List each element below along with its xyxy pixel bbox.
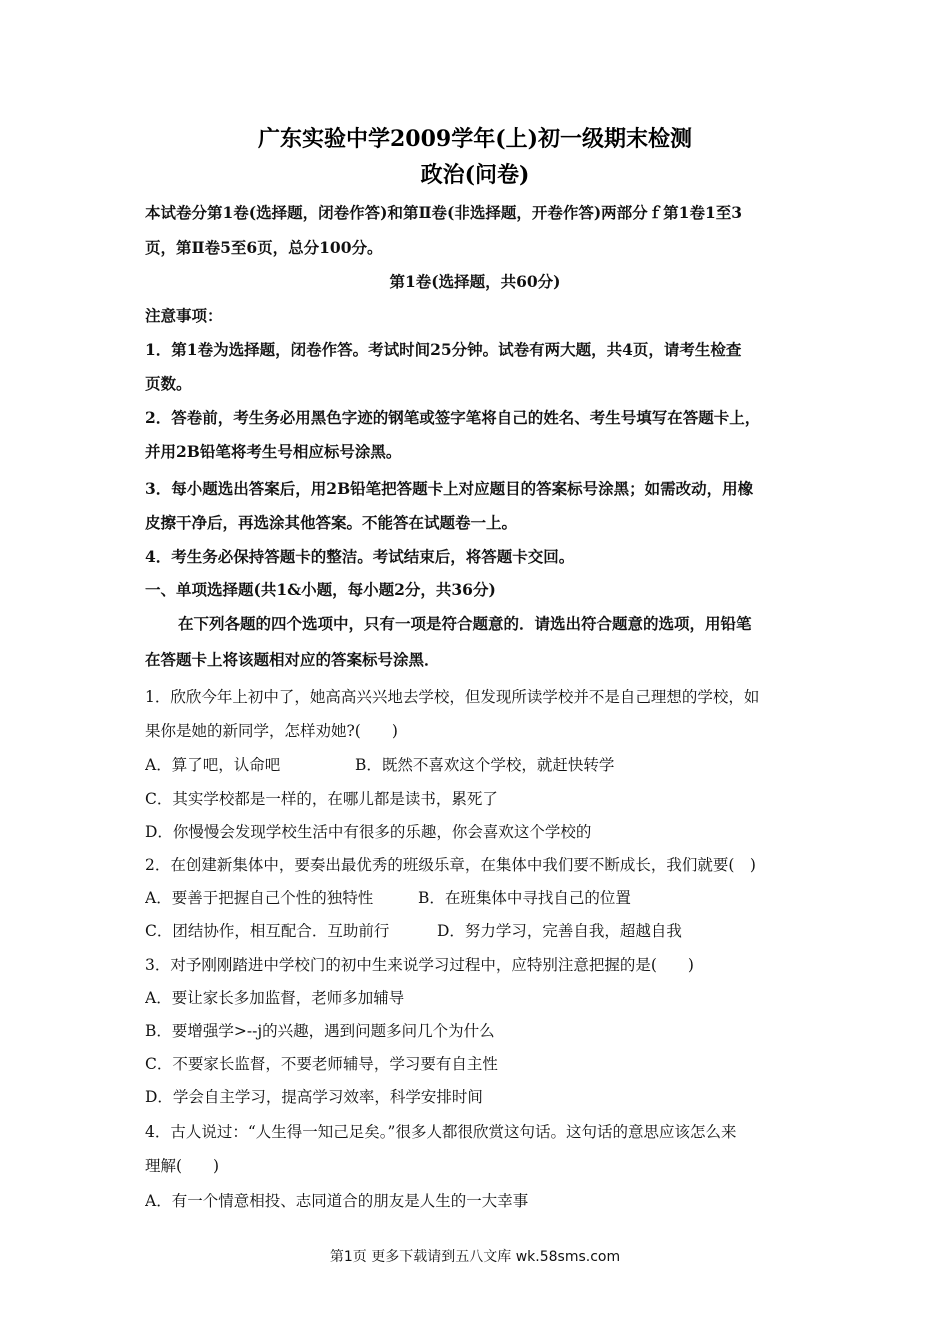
q3-option-a: A．要让家长多加监督，老师多加辅导 bbox=[145, 989, 405, 1007]
q1-option-d: D．你慢慢会发现学校生活中有很多的乐趣，你会喜欢这个学校的 bbox=[145, 823, 592, 841]
q1-options-ab bbox=[145, 755, 810, 775]
section1-instruction-a: 在下列各题的四个选项中，只有一项是符合题意的．请选出符合题意的选项，用铅笔 bbox=[178, 614, 752, 633]
notice-heading: 注意事项： bbox=[145, 306, 223, 325]
notice-item-1b: 页数。 bbox=[145, 374, 192, 393]
q2-option-c: C．团结协作，相互配合．互助前行 bbox=[145, 922, 390, 940]
q1-option-c: C．其实学校都是一样的，在哪儿都是读书，累死了 bbox=[145, 790, 498, 808]
q1-stem-a: 1．欣欣今年上初中了，她高高兴兴地去学校，但发现所读学校并不是自己理想的学校，如 bbox=[145, 688, 760, 706]
notice-item-2a: 2．答卷前，考生务必用黑色字迹的钢笔或签字笔将自己的姓名、考生号填写在答题卡上， bbox=[145, 408, 761, 427]
q4-option-a: A．有一个情意相投、志同道合的朋友是人生的一大幸事 bbox=[145, 1192, 529, 1210]
q1-stem-b: 果你是她的新同学，怎样劝她?( ) bbox=[145, 722, 398, 740]
q2-options-ab bbox=[145, 888, 810, 908]
q3-option-b: B．要增强学>--j的兴趣，遇到问题多问几个为什么 bbox=[145, 1022, 495, 1040]
intro-line-1: 本试卷分第1卷(选择题，闭卷作答)和第Ⅱ卷(非选择题，开卷作答)两部分ｆ第1卷1至3 bbox=[145, 203, 743, 222]
notice-item-4: 4．考生务必保持答题卡的整洁。考试结束后，将答题卡交回。 bbox=[145, 547, 575, 566]
intro-line-2: 页，第Ⅱ卷5至6页，总分100分。 bbox=[145, 238, 383, 257]
part1-heading: 第1卷(选择题，共60分) bbox=[389, 272, 561, 291]
q4-stem-a: 4．古人说过：“人生得一知己足矣。”很多人都很欣赏这句话。这句话的意思应该怎么来 bbox=[145, 1123, 737, 1141]
q1-option-a: A．算了吧，认命吧 bbox=[145, 756, 281, 774]
q2-option-d: D．努力学习，完善自我，超越自我 bbox=[437, 922, 682, 940]
section1-instruction-b: 在答题卡上将该题相对应的答案标号涂黑． bbox=[145, 650, 440, 669]
q3-option-c: C．不要家长监督，不要老师辅导，学习要有自主性 bbox=[145, 1055, 498, 1073]
notice-item-3a: 3．每小题选出答案后，用2B铅笔把答题卡上对应题目的答案标号涂黑；如需改动，用橡 bbox=[145, 479, 754, 498]
q4-stem-b: 理解( ) bbox=[145, 1157, 220, 1175]
q2-option-a: A．要善于把握自己个性的独特性 bbox=[145, 889, 374, 907]
q3-option-d: D．学会自主学习，提高学习效率，科学安排时间 bbox=[145, 1088, 483, 1106]
notice-item-3b: 皮擦干净后，再选涂其他答案。不能答在试题卷一上。 bbox=[145, 513, 518, 532]
notice-item-1a: 1．第1卷为选择题，闭卷作答。考试时间25分钟。试卷有两大题，共4页，请考生检查 bbox=[145, 340, 742, 359]
q1-option-b: B．既然不喜欢这个学校，就赶快转学 bbox=[355, 756, 615, 774]
document-subtitle: 政治(问卷) bbox=[420, 162, 530, 188]
q2-stem: 2．在创建新集体中，要奏出最优秀的班级乐章，在集体中我们要不断成长，我们就要( ) bbox=[145, 856, 756, 874]
q2-options-cd bbox=[145, 921, 810, 941]
page-footer: 第1页 更多下载请到五八文库 wk.58sms.com bbox=[329, 1249, 621, 1265]
document-title: 广东实验中学2009学年(上)初一级期末检测 bbox=[257, 126, 693, 152]
section1-heading: 一、单项选择题(共1&小题，每小题2分，共36分) bbox=[145, 580, 496, 599]
q3-stem: 3．对予刚刚踏进中学校门的初中生来说学习过程中，应特别注意把握的是( ) bbox=[145, 956, 694, 974]
notice-item-2b: 并用2B铅笔将考生号相应标号涂黑。 bbox=[145, 442, 402, 461]
q2-option-b: B．在班集体中寻找自己的位置 bbox=[418, 889, 631, 907]
